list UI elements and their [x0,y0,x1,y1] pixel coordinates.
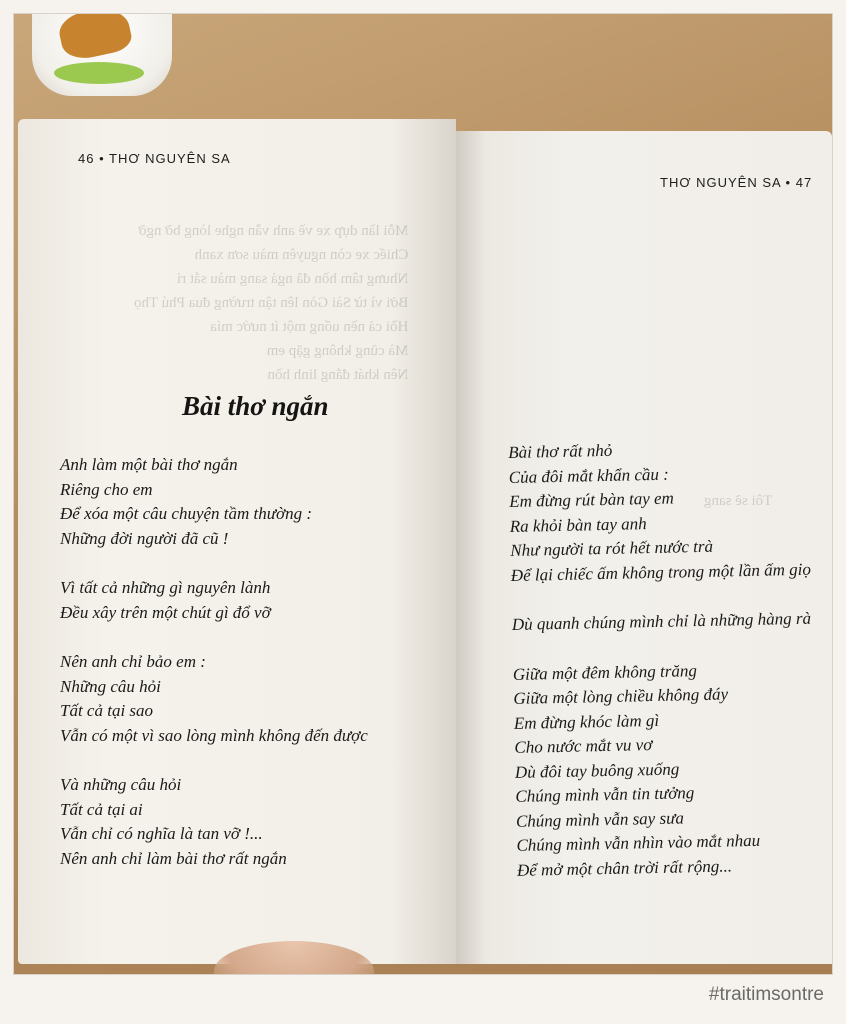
poem-line: Nên anh chỉ làm bài thơ rất ngắn [60,848,287,868]
poem-line: Anh làm một bài thơ ngắn [60,455,238,474]
poem-title: Bài thơ ngắn [182,391,329,421]
poem-line: Giữa một lòng chiều không đáy [513,684,729,708]
poem-line: Vẫn có một vì sao lòng mình không đến được [60,725,368,745]
horse-illustration [56,14,134,63]
poem-line: Đều xây trên một chút gì đổ vỡ [60,602,271,622]
poem-line: Giữa một đêm không trăng [512,660,698,684]
poem-line: Nên anh chỉ bảo em : [60,652,206,671]
poem-left-column [60,453,368,871]
poem-line: Những câu hỏi [60,676,161,696]
poem-line: Em đừng rút bàn tay em [509,488,675,511]
poem-line: Của đôi mắt khẩn cầu : [508,464,669,487]
poem-right-column [508,435,817,883]
stanza-gap [60,748,368,773]
poem-line: Em đừng khóc làm gì [513,710,660,733]
poem-line: Ra khỏi bàn tay anh [509,513,647,536]
bleed-through-line: Nên khát đắng linh hồn [267,367,409,383]
poem-line: Vì tất cả những gì nguyên lành [60,578,271,597]
poem-line: Chúng mình vẫn say sưa [515,807,685,831]
poem-line: Và những câu hỏi [60,775,182,794]
poem-line: Để lại chiếc ấm không trong một lần ấm giọ [510,559,812,585]
poem-line: Như người ta rót hết nước trà [510,536,714,560]
photo-frame [14,14,832,974]
bleed-through-line: Mỗi lần dựp xe về anh vẫn nghe lòng bỡ ngỡ [138,223,409,239]
bleed-through-line: Chiếc xe còn nguyên màu sơn xanh [194,247,409,263]
right-page-header: THƠ NGUYÊN SA • 47 [660,175,813,190]
mug-image [32,14,172,96]
poem-line: Tất cả tại ai [60,799,143,819]
stanza-gap [60,625,368,650]
bleed-through-line: Bởi vì từ Sài Gòn lên tận trường đua Phú Thọ [134,295,409,311]
poem-line: Tất cả tại sao [60,701,154,720]
bleed-through-line: Tôi sẽ sang [704,493,773,509]
poem-line: Dù quanh chúng mình chỉ là những hàng rà [511,608,812,634]
poem-line: Chúng mình vẫn nhìn vào mắt nhau [516,830,761,855]
poem-line: Vẫn chỉ có nghĩa là tan vỡ !... [60,824,263,843]
bleed-through-line: Nhưng tâm hồn đã ngả sang màu sắt rỉ [176,271,409,287]
bleed-through-line: Mà cũng không gặp em [266,343,409,359]
bleed-through-line: Hồi cả nền uống một ít nước mía [210,319,409,335]
poem-line: Cho nước mắt vu vơ [514,735,653,757]
poem-line: Để xóa một câu chuyện tầm thường : [60,504,313,523]
hashtag-caption: #traitimsontre [708,984,824,1005]
open-book [14,109,832,974]
poem-line: Để mở một chân trời rất rộng... [516,855,733,880]
poem-line: Chúng mình vẫn tin tưởng [515,783,695,806]
left-page-header: 46 • THƠ NGUYÊN SA [78,151,231,166]
poem-line: Những đời người đã cũ ! [60,528,229,548]
poem-line: Dù đôi tay buông xuống [514,758,680,782]
poem-line: Bài thơ rất nhỏ [508,440,613,462]
stanza-gap [60,551,368,576]
grass-illustration [54,62,144,84]
poem-line: Riêng cho em [60,479,153,499]
bleed-through-text-left [134,219,408,387]
